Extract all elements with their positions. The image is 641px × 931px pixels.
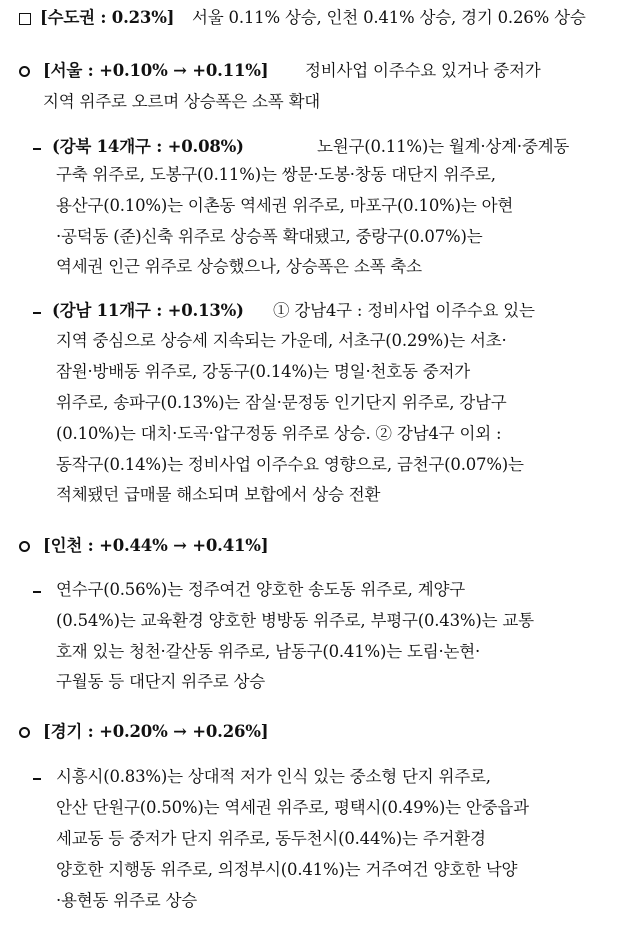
gangbuk-line-3: 용산구(0.10%)는 이촌동 역세권 위주로, 마포구(0.10%)는 아현 (56, 196, 514, 215)
gangbuk-line-1: 노원구(0.11%)는 월계·상계·중계동 (317, 137, 570, 156)
gangbuk-heading: (강북 14개구 : +0.08%) (52, 137, 244, 156)
gangnam-line-5: (0.10%)는 대치·도곡·압구정동 위주로 상승. ② 강남4구 이외 : (56, 424, 502, 443)
incheon-line-2: (0.54%)는 교육환경 양호한 병방동 위주로, 부평구(0.43%)는 교통 (56, 611, 534, 630)
gyeonggi-line-2: 안산 단원구(0.50%)는 역세권 위주로, 평택시(0.49%)는 안중읍과 (56, 798, 529, 817)
capital-region-text: 서울 0.11% 상승, 인천 0.41% 상승, 경기 0.26% 상승 (192, 8, 586, 27)
gyeonggi-heading: [경기 : +0.20% → +0.26%] (43, 722, 269, 741)
gangnam-line-7: 적체됐던 급매물 해소되며 보합에서 상승 전환 (56, 485, 381, 504)
seoul-line-1: 정비사업 이주수요 있거나 중저가 (305, 61, 541, 80)
gangbuk-line-5: 역세권 인근 위주로 상승했으나, 상승폭은 소폭 축소 (56, 257, 422, 276)
gyeonggi-line-4: 양호한 지행동 위주로, 의정부시(0.41%)는 거주여건 양호한 낙양 (56, 860, 518, 879)
incheon-heading: [인천 : +0.44% → +0.41%] (43, 536, 269, 555)
circle-bullet-icon (19, 541, 30, 552)
gangnam-line-4: 위주로, 송파구(0.13%)는 잠실·문정동 인기단지 위주로, 강남구 (56, 393, 507, 412)
circle-bullet-icon (19, 727, 30, 738)
gangnam-line-3: 잠원·방배동 위주로, 강동구(0.14%)는 명일·천호동 중저가 (56, 362, 470, 381)
dash-bullet-icon (33, 312, 41, 314)
incheon-line-3: 호재 있는 청천·갈산동 위주로, 남동구(0.41%)는 도림·논현· (56, 642, 481, 661)
gyeonggi-line-3: 세교동 등 중저가 단지 위주로, 동두천시(0.44%)는 주거환경 (56, 829, 486, 848)
gangbuk-line-2: 구축 위주로, 도봉구(0.11%)는 쌍문·도봉·창동 대단지 위주로, (56, 165, 496, 184)
gangnam-line-2: 지역 중심으로 상승세 지속되는 가운데, 서초구(0.29%)는 서초· (56, 331, 507, 350)
gangbuk-line-4: ·공덕동 (준)신축 위주로 상승폭 확대됐고, 중랑구(0.07%)는 (56, 227, 483, 246)
gangnam-line-1: ① 강남4구 : 정비사업 이주수요 있는 (273, 301, 535, 320)
incheon-line-4: 구월동 등 대단지 위주로 상승 (56, 672, 266, 691)
gangnam-line-6: 동작구(0.14%)는 정비사업 이주수요 영향으로, 금천구(0.07%)는 (56, 455, 524, 474)
dash-bullet-icon (33, 591, 41, 593)
dash-bullet-icon (33, 148, 41, 150)
dash-bullet-icon (33, 778, 41, 780)
capital-region-title: [수도권 : 0.23%] (40, 8, 175, 27)
gangnam-heading: (강남 11개구 : +0.13%) (52, 301, 244, 320)
gyeonggi-line-1: 시흥시(0.83%)는 상대적 저가 인식 있는 중소형 단지 위주로, (56, 767, 491, 786)
incheon-line-1: 연수구(0.56%)는 정주여건 양호한 송도동 위주로, 계양구 (56, 580, 465, 599)
seoul-heading: [서울 : +0.10% → +0.11%] (43, 61, 269, 80)
circle-bullet-icon (19, 66, 30, 77)
seoul-line-2: 지역 위주로 오르며 상승폭은 소폭 확대 (43, 92, 321, 111)
gyeonggi-line-5: ·용현동 위주로 상승 (56, 891, 198, 910)
checkbox-square-icon (19, 13, 31, 25)
